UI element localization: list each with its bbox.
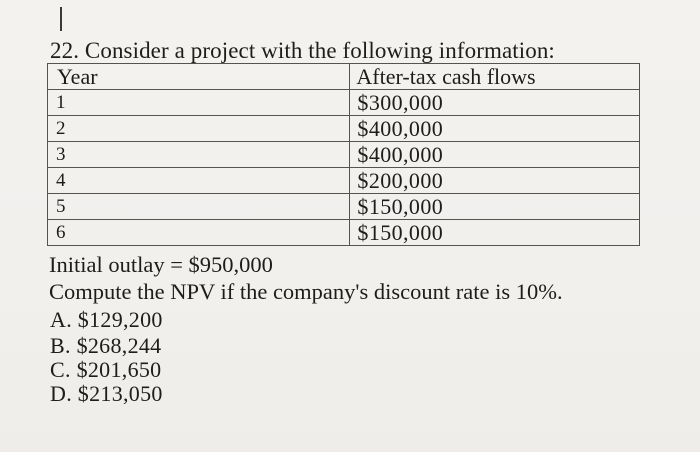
answer-choice-c: C. $201,650 [50,357,162,382]
table-row [48,168,640,194]
cash-flow-cell: $400,000 [350,142,640,168]
cash-flow-cell: $200,000 [350,168,640,194]
cash-flow-header: After-tax cash flows [350,64,640,90]
cash-flow-cell: $300,000 [350,90,640,116]
table-row [48,220,640,246]
initial-outlay-text: Initial outlay = $950,000 [49,252,273,277]
year-cell: 2 [48,116,350,142]
cash-flow-cell: $150,000 [350,194,640,220]
cash-flow-cell: $400,000 [350,116,640,142]
year-cell: 6 [48,220,350,246]
table-row [48,90,640,116]
year-cell: 5 [48,194,350,220]
year-cell: 4 [48,168,350,194]
answer-choice-b: B. $268,244 [50,333,162,358]
cash-flow-table [47,63,640,246]
year-cell: 1 [48,90,350,116]
question-prompt: Compute the NPV if the company's discount rate is 10%. [49,279,563,304]
answer-choice-a: A. $129,200 [50,307,163,332]
text-cursor [60,7,62,31]
cash-flow-cell: $150,000 [350,220,640,246]
year-cell: 3 [48,142,350,168]
table-row [48,194,640,220]
table-row [48,142,640,168]
table-row [48,116,640,142]
year-header: Year [48,64,350,90]
question-title: 22. Consider a project with the following information: [50,38,555,63]
table-header-row [48,64,640,90]
answer-choice-d: D. $213,050 [50,381,163,406]
